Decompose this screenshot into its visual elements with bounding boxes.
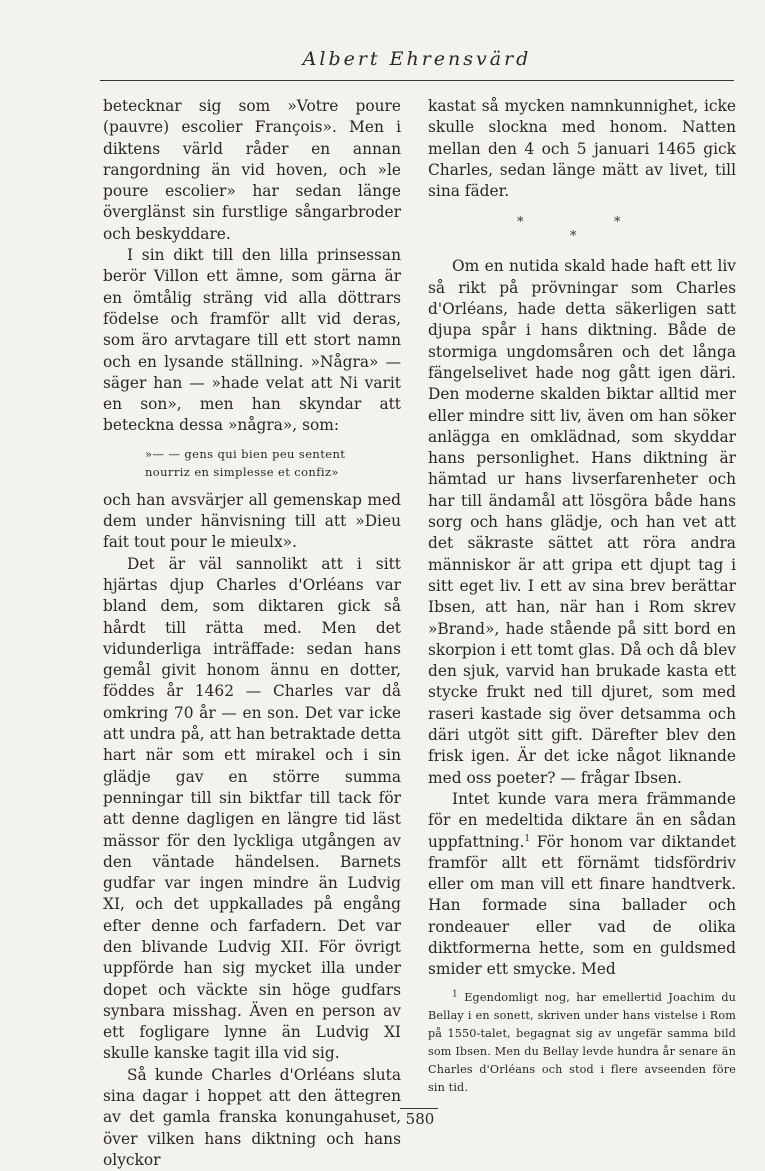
paragraph: Om en nutida skald hade haft ett liv så rikt på prövningar som Charles d'Orléans, hade detta säkerligen satt djupa spår i hans diktning. Både de stormiga ungdomsåren och det långa fängelselivet hade nog gått igen däri. Den moderne skalden biktar alltid mer eller mindre sitt liv, även om han söker anlägga en omklädnad, som skyddar hans personlighet. Hans diktning är hämtad ur hans livserfarenheter och har till ändamål att lösgöra både hans sorg och hans glädje, och han vet att det säkraste sättet att röra andra människor är att gripa ett djupt tag i sitt eget liv. I ett av sina brev berättar Ibsen, att han, när han i Rom skrev »Brand», hade stående på sitt bord en skorpion i ett tomt glas. Då och då blev den sjuk, varvid han brukade kasta ett stycke frukt ned till djuret, som med raseri kastade sig över detsamma och däri utgöt sitt gift. Därefter blev den frisk igen. Är det icke något liknande med oss poeter? — frågar Ibsen. <box>428 257 736 787</box>
paragraph-text: Intet kunde vara mera främmande för en medeltida diktare än en sådan uppfattning. <box>428 789 736 851</box>
footnote <box>428 989 736 1097</box>
paragraph: kastat så mycken namnkunnighet, icke skulle slockna med honom. Natten mellan den 4 och 5 januari 1465 gick Charles, sedan länge mätt av livet, till sina fäder. <box>428 97 736 201</box>
paragraph: och han avsvärjer all gemenskap med dem under hänvisning till att »Dieu fait tout pour le mieulx». <box>103 490 401 552</box>
asterisk: * <box>517 215 524 231</box>
verse-line: »— — gens qui bien peu sentent <box>145 446 346 461</box>
section-separator <box>428 208 736 252</box>
verse-quote <box>145 445 401 481</box>
paragraph: Så kunde Charles d'Orléans sluta sina dagar i hoppet att den ättegren av det gamla franska konungahuset, över vilken hans diktning och hans olyckor <box>103 1065 401 1169</box>
page-number: 580 <box>405 1110 435 1128</box>
verse-line: nourriz en simplesse et confiz» <box>145 464 339 479</box>
paragraph: I sin dikt till den lilla prinsessan berör Villon ett ämne, som gärna är en ömtålig sträng vid alla döttrars födelse och framför allt vid deras, som äro arvtagare till ett stort namn och en lysande ställning. »Några» — säger han — »hade velat att Ni varit en son», men han skyndar att beteckna dessa »några», som: <box>103 246 401 435</box>
footnote-number: 1 <box>452 988 458 999</box>
paragraph: betecknar sig som »Votre poure (pauvre) escolier François». Men i diktens värld råder en annan rangordning än vid hoven, och »le poure escolier» har sedan länge överglänst sin furstlige sångarbroder och beskyddare. <box>103 97 401 243</box>
paragraph: Det är väl sannolikt att i sitt hjärtas djup Charles d'Orléans var bland dem, som diktaren gick så hårdt till rätta med. Men det vidunderliga inträffade: sedan hans gemål givit honom ännu en dotter, föddes år 1462 — Charles var då omkring 70 år — en son. Det var icke att undra på, att han betraktade detta hart när som ett mirakel och i sin glädje gav en större summa penningar till sin biktfar till tack för att denne dagligen en längre tid läst mässor för den lyckliga utgången av den väntade händelsen. Barnets gudfar var ingen mindre än Ludvig XI, och det uppkallades på engång efter denne och farfadern. Det var den blivande Ludvig XII. För övrigt uppförde han sig mycket illa under dopet och väckte sin höge gudfars synbara misshag. Även en person av ett fogligare lynne än Ludvig XI skulle kanske tagit illa vid sig. <box>103 554 401 1063</box>
paragraph <box>428 789 736 981</box>
left-column <box>103 96 401 1171</box>
footnote-text: Egendomligt nog, har emellertid Joachim du Bellay i en sonett, skriven under hans vistelse i Rom på 1550-talet, begagnat sig av ungefär samma bild som Ibsen. Men du Bellay levde hundra år senare än Charles d'Orléans och stod i flere avseenden före sin tid. <box>428 990 736 1094</box>
paragraph-text: För honom var diktandet framför allt ett förnämt tidsfördriv eller om man vill ett finare handtverk. Han formade sina ballader och rondeauer eller vad de olika diktformerna hette, som en guldsmed smider ett smycke. Med <box>428 832 736 979</box>
asterisk: * <box>570 229 577 245</box>
right-column <box>428 96 736 1097</box>
running-header: Albert Ehrensvärd <box>302 48 532 70</box>
asterisk: * <box>614 215 621 231</box>
page-number-rule <box>400 1108 438 1109</box>
header-rule <box>100 80 734 81</box>
footnote-reference: 1 <box>524 833 531 844</box>
